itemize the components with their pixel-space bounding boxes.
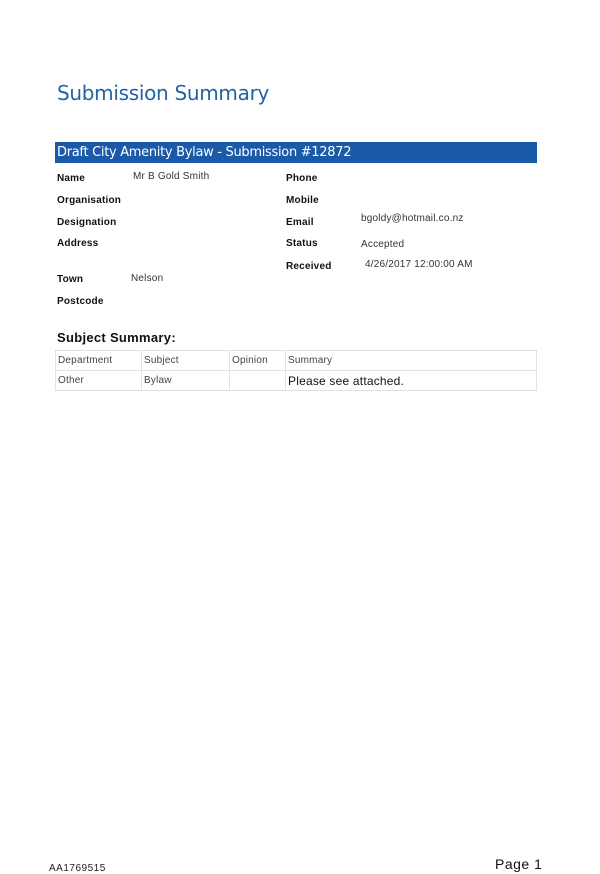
cell-subject: Bylaw	[142, 371, 230, 391]
name-value: Mr B Gold Smith	[133, 171, 210, 182]
cell-summary: Please see attached.	[286, 371, 537, 391]
received-value: 4/26/2017 12:00:00 AM	[365, 259, 473, 270]
submission-header-bar: Draft City Amenity Bylaw - Submission #12872	[55, 142, 537, 163]
designation-label: Designation	[57, 217, 117, 228]
cell-opinion	[230, 371, 286, 391]
name-label: Name	[57, 173, 86, 184]
subject-summary-heading: Subject Summary:	[57, 330, 176, 345]
email-value: bgoldy@hotmail.co.nz	[361, 213, 464, 224]
cell-department: Other	[56, 371, 142, 391]
town-value: Nelson	[131, 273, 164, 284]
organisation-label: Organisation	[57, 195, 122, 206]
mobile-label: Mobile	[286, 195, 319, 206]
header-department: Department	[56, 351, 142, 371]
page-title: Submission Summary	[57, 81, 270, 105]
postcode-label: Postcode	[57, 296, 104, 307]
town-label: Town	[57, 274, 84, 285]
email-label: Email	[286, 217, 314, 228]
table-row	[56, 371, 537, 391]
subject-summary-table	[55, 350, 537, 391]
status-label: Status	[286, 238, 318, 249]
document-id: AA1769515	[49, 863, 106, 874]
header-summary: Summary	[286, 351, 537, 371]
address-label: Address	[57, 238, 99, 249]
table-header-row	[56, 351, 537, 371]
header-subject: Subject	[142, 351, 230, 371]
page-number: Page 1	[495, 856, 543, 872]
header-opinion: Opinion	[230, 351, 286, 371]
status-value: Accepted	[361, 239, 405, 250]
received-label: Received	[286, 261, 332, 272]
phone-label: Phone	[286, 173, 318, 184]
